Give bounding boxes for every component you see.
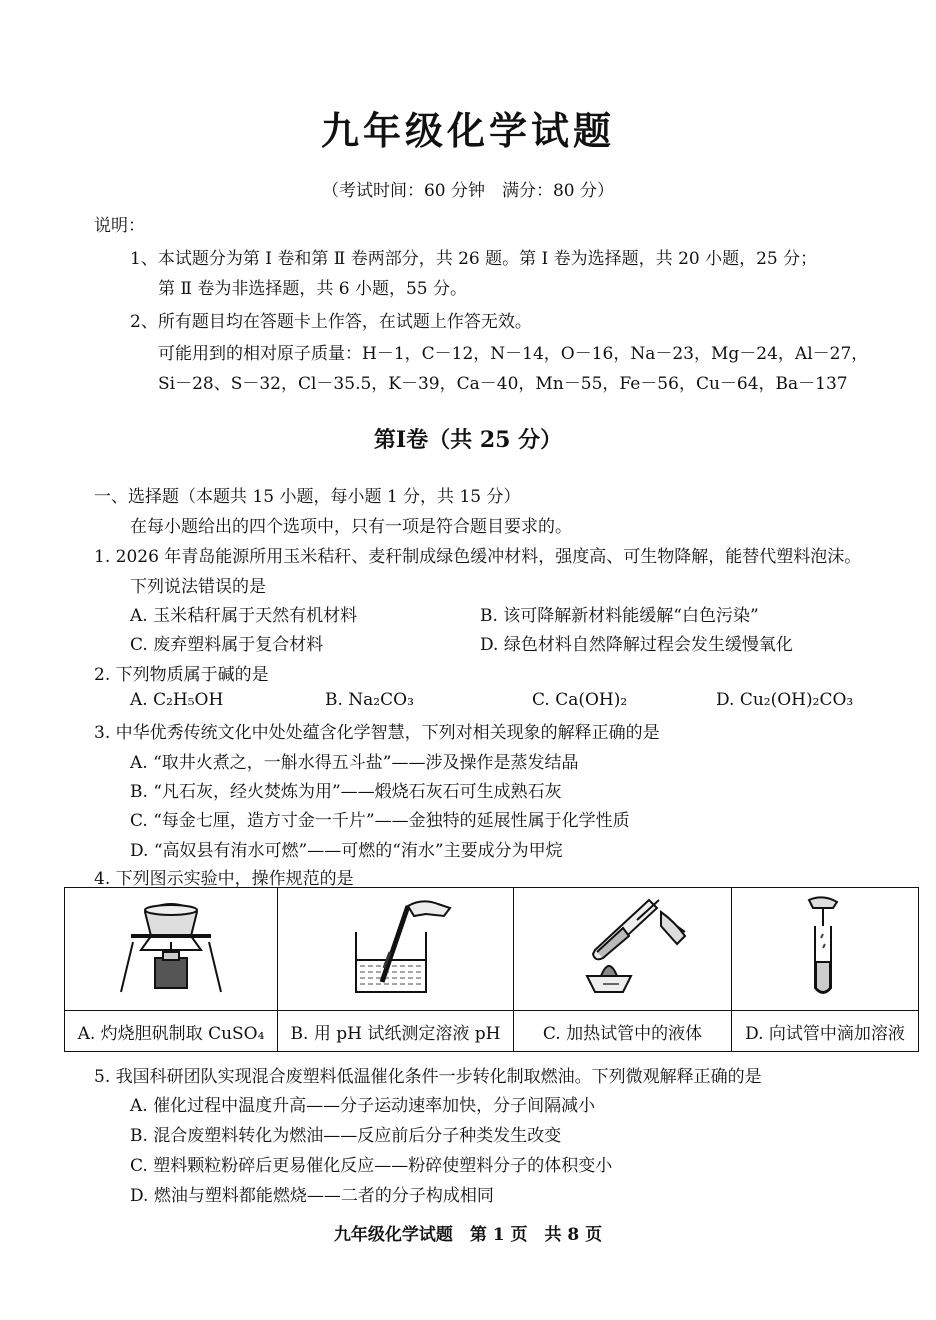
q3-option-d: D. “高奴县有洧水可燃”——可燃的“洧水”主要成分为甲烷: [130, 841, 563, 861]
note-2: 2、所有题目均在答题卡上作答，在试题上作答无效。: [130, 312, 532, 332]
part-instruction: 在每小题给出的四个选项中，只有一项是符合题目要求的。: [130, 517, 572, 537]
atomic-mass-line-1: 可能用到的相对原子质量：H－1，C－12，N－14，O－16，Na－23，Mg－24，Al－27，: [158, 344, 869, 364]
q1-option-b: B. 该可降解新材料能缓解“白色污染”: [480, 606, 759, 626]
q5-option-b: B. 混合废塑料转化为燃油——反应前后分子种类发生改变: [130, 1126, 562, 1146]
figure-b-cell: [278, 888, 514, 1011]
q1-stem-2: 下列说法错误的是: [130, 577, 266, 597]
dropping-solution-figure: [775, 892, 875, 1002]
q2-option-b: B. Na₂CO₃: [325, 690, 414, 710]
q3-option-a: A. “取井火煮之，一斛水得五斗盐”——涉及操作是蒸发结晶: [130, 753, 579, 773]
q4-stem: 4. 下列图示实验中，操作规范的是: [94, 869, 354, 889]
q2-option-c: C. Ca(OH)₂: [532, 690, 628, 710]
q5-option-a: A. 催化过程中温度升高——分子运动速率加快，分子间隔减小: [130, 1096, 596, 1116]
ph-paper-figure: [326, 892, 466, 1002]
figure-d-cell: [732, 888, 919, 1011]
q5-option-c: C. 塑料颗粒粉碎后更易催化反应——粉碎使塑料分子的体积变小: [130, 1156, 613, 1176]
q1-option-a: A. 玉米秸秆属于天然有机材料: [130, 606, 358, 626]
q3-stem: 3. 中华优秀传统文化中处处蕴含化学智慧，下列对相关现象的解释正确的是: [94, 723, 660, 743]
figure-b-caption: B. 用 pH 试纸测定溶液 pH: [278, 1011, 514, 1052]
part-heading: 一、选择题（本题共 15 小题，每小题 1 分，共 15 分）: [94, 487, 521, 507]
page-title: 九年级化学试题: [320, 108, 615, 153]
figure-a-caption: A. 灼烧胆矾制取 CuSO₄: [65, 1011, 278, 1052]
notes-heading: 说明：: [94, 216, 145, 236]
crucible-heating-figure: [111, 892, 231, 1002]
q3-option-b: B. “凡石灰，经火焚炼为用”——煅烧石灰石可生成熟石灰: [130, 782, 562, 802]
q2-option-a: A. C₂H₅OH: [130, 690, 224, 710]
q2-option-d: D. Cu₂(OH)₂CO₃: [716, 690, 854, 710]
q4-figure-table: [64, 887, 919, 1052]
heating-test-tube-figure: [553, 892, 693, 1002]
q5-stem: 5. 我国科研团队实现混合废塑料低温催化条件一步转化制取燃油。下列微观解释正确的是: [94, 1067, 762, 1087]
q2-stem: 2. 下列物质属于碱的是: [94, 665, 269, 685]
figure-d-caption: D. 向试管中滴加溶液: [732, 1011, 919, 1052]
exam-info: （考试时间：60 分钟 满分：80 分）: [321, 181, 615, 201]
figure-c-cell: [514, 888, 732, 1011]
note-1-line-2: 第 Ⅱ 卷为非选择题，共 6 小题，55 分。: [158, 279, 468, 299]
page-footer: 九年级化学试题 第 1 页 共 8 页: [333, 1225, 603, 1245]
figure-a-cell: [65, 888, 278, 1011]
q1-option-d: D. 绿色材料自然降解过程会发生缓慢氧化: [480, 635, 793, 655]
figure-c-caption: C. 加热试管中的液体: [514, 1011, 732, 1052]
q1-stem: 1. 2026 年青岛能源所用玉米秸秆、麦秆制成绿色缓冲材料，强度高、可生物降解，能替代塑料泡沫。: [94, 547, 862, 567]
q3-option-c: C. “每金七厘，造方寸金一千片”——金独特的延展性属于化学性质: [130, 811, 630, 831]
atomic-mass-line-2: Si－28、S－32，Cl－35.5，K－39，Ca－40，Mn－55，Fe－56，Cu－64，Ba－137: [158, 374, 848, 394]
q1-option-c: C. 废弃塑料属于复合材料: [130, 635, 324, 655]
note-1-line-1: 1、本试题分为第 Ⅰ 卷和第 Ⅱ 卷两部分，共 26 题。第 Ⅰ 卷为选择题，共 20 小题，25 分；: [130, 249, 818, 269]
q5-option-d: D. 燃油与塑料都能燃烧——二者的分子构成相同: [130, 1186, 494, 1206]
section-title: 第Ⅰ卷（共 25 分）: [373, 427, 563, 453]
